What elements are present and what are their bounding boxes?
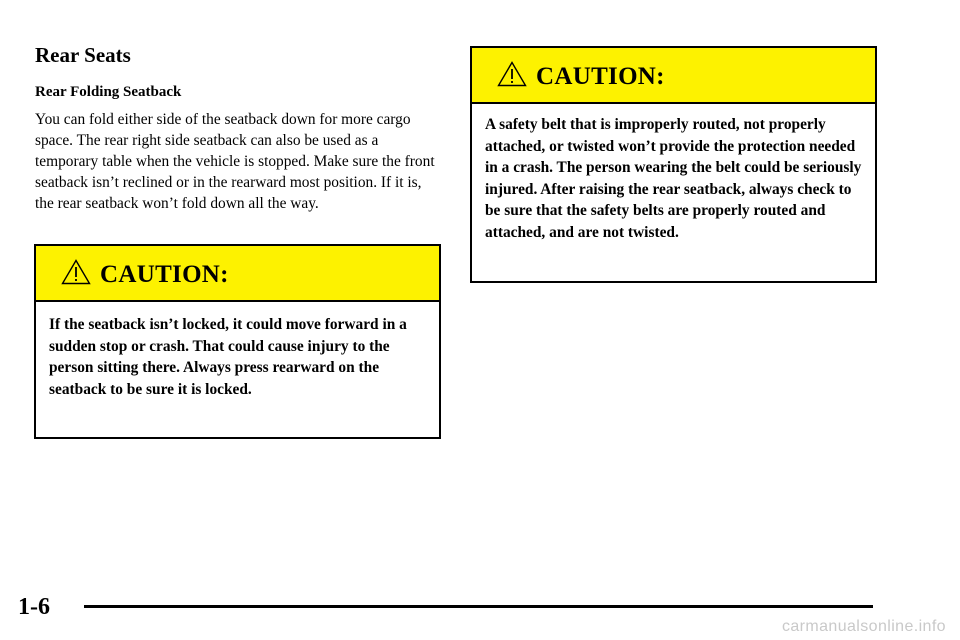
caution-box-seatback-lock — [34, 244, 441, 439]
body-paragraph: You can fold either side of the seatback down for more cargo space. The rear right side seatback can also be used as a temporary table when the vehicle is stopped. Make sure the front seatback isn’t reclined or in the rearward most position. If it is, the rear seatback won’t fold down all the way. — [35, 111, 435, 212]
subheading: Rear Folding Seatback — [35, 84, 182, 100]
caution-header — [36, 246, 439, 302]
caution-label: CAUTION: — [100, 261, 229, 288]
caution-label: CAUTION: — [536, 63, 665, 90]
caution-box-safety-belt — [470, 46, 877, 283]
caution-header — [472, 48, 875, 104]
caution-text: A safety belt that is improperly routed, not properly attached, or twisted won’t provide the protection needed in a crash. The person wearing the belt could be seriously injured. After raising the rear seatback, always check to be sure that the safety belts are properly routed and attached, and are not twisted. — [485, 116, 862, 241]
watermark: carmanualsonline.info — [781, 618, 946, 635]
page-number: 1-6 — [18, 594, 50, 620]
caution-text: If the seatback isn’t locked, it could move forward in a sudden stop or crash. That could cause injury to the person sitting there. Always press rearward on the seatback to be sure it is locked. — [49, 316, 407, 398]
warning-triangle-icon — [61, 259, 91, 285]
section-title: Rear Seats — [35, 43, 131, 67]
footer-rule — [84, 605, 873, 608]
warning-triangle-icon — [497, 61, 527, 87]
